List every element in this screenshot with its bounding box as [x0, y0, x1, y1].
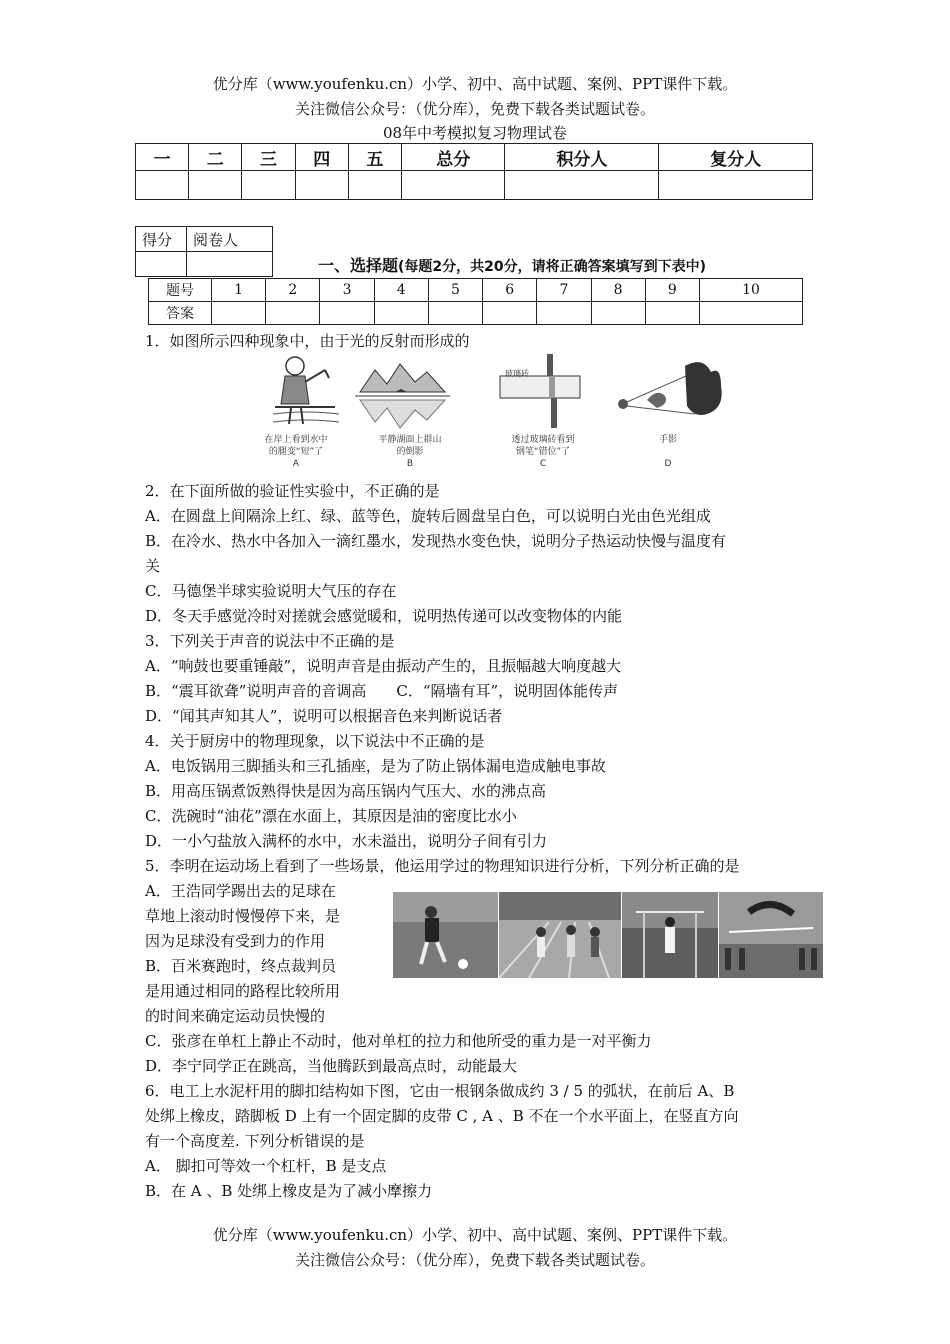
caption-c-letter: C — [539, 459, 547, 469]
photo-horizontal-bar — [622, 892, 718, 978]
answer-row-label: 答案 — [149, 302, 212, 325]
score-header: 五 — [348, 144, 401, 171]
answer-table — [148, 278, 803, 325]
answer-cell[interactable] — [699, 302, 802, 325]
score-cell[interactable] — [295, 171, 348, 200]
question-6-line1: 6．电工上水泥杆用的脚扣结构如下图，它由一根钢条做成约 3 / 5 的弧状，在前后 A、B — [145, 1082, 735, 1100]
option-5b-3: 的时间来确定运动员快慢的 — [145, 1007, 326, 1025]
option-4b: B．用高压锅煮饭熟得快是因为高压锅内气压大、水的沸点高 — [145, 782, 547, 800]
option-5b-1: B．百米赛跑时，终点裁判员 — [145, 957, 337, 975]
score-header: 复分人 — [659, 144, 813, 171]
score-header: 一 — [136, 144, 189, 171]
answer-cell[interactable] — [428, 302, 482, 325]
score-header: 积分人 — [505, 144, 659, 171]
figure-q1 — [255, 352, 735, 434]
caption-b-line1: 平静湖面上群山 — [378, 435, 442, 445]
score-cell[interactable] — [348, 171, 401, 200]
caption-c-line1: 透过玻璃砖看到 — [511, 435, 575, 445]
answer-cell[interactable] — [320, 302, 374, 325]
question-number: 6 — [483, 279, 537, 302]
question-number: 9 — [645, 279, 699, 302]
option-2d: D．冬天手感觉冷时对搓就会感觉暖和，说明热传递可以改变物体的内能 — [145, 607, 623, 625]
answer-cell[interactable] — [537, 302, 591, 325]
glass-block-label: 玻璃砖 — [505, 369, 529, 378]
score-header: 总分 — [402, 144, 505, 171]
footer-line-1: 优分库（www.youfenku.cn）小学、初中、高中试题、案例、PPT课件下载。 — [212, 1226, 738, 1244]
score-cell[interactable] — [136, 171, 189, 200]
caption-a-letter: A — [292, 459, 300, 469]
question-5: 5．李明在运动场上看到了一些场景，他运用学过的物理知识进行分析，下列分析正确的是 — [145, 857, 740, 875]
footer-line-2: 关注微信公众号：（优分库），免费下载各类试题试卷。 — [294, 1251, 655, 1269]
score-header: 三 — [242, 144, 295, 171]
option-5c: C．张彦在单杠上静止不动时，他对单杠的拉力和他所受的重力是一对平衡力 — [145, 1032, 652, 1050]
caption-c-line2: 钢笔“错位”了 — [515, 447, 571, 457]
question-6-line3: 有一个高度差. 下列分析错误的是 — [145, 1132, 365, 1150]
page-title: 08年中考模拟复习物理试卷 — [382, 124, 568, 142]
question-number: 8 — [591, 279, 645, 302]
question-1: 1．如图所示四种现象中，由于光的反射而形成的 — [145, 332, 470, 350]
section-1-title: 一、选择题 — [318, 256, 399, 275]
caption-a-line2: 的腿变“短”了 — [268, 447, 324, 457]
caption-b-letter: B — [406, 459, 414, 469]
answer-cell[interactable] — [266, 302, 320, 325]
question-number: 4 — [374, 279, 428, 302]
score-header: 二 — [189, 144, 242, 171]
question-4: 4．关于厨房中的物理现象，以下说法中不正确的是 — [145, 732, 485, 750]
score-table — [135, 143, 813, 200]
section-1-heading — [318, 253, 706, 276]
section-1-note: (每题2分，共20分，请将正确答案填写到下表中) — [398, 259, 707, 275]
answer-cell[interactable] — [645, 302, 699, 325]
score-cell[interactable] — [659, 171, 813, 200]
option-3a: A．“响鼓也要重锤敲”，说明声音是由振动产生的，且振幅越大响度越大 — [145, 657, 622, 675]
question-2: 2．在下面所做的验证性实验中，不正确的是 — [145, 482, 440, 500]
option-5d: D．李宁同学正在跳高，当他腾跃到最高点时，动能最大 — [145, 1057, 518, 1075]
figure-b-mountain-reflection — [355, 364, 450, 428]
answer-cell[interactable] — [591, 302, 645, 325]
caption-b-line2: 的倒影 — [396, 447, 424, 457]
question-number: 5 — [428, 279, 482, 302]
score-cell[interactable] — [402, 171, 505, 200]
answer-cell[interactable] — [483, 302, 537, 325]
question-6-line2: 处绑上橡皮，踏脚板 D 上有一个固定脚的皮带 C , A 、B 不在一个水平面上，在竖直方向 — [145, 1107, 739, 1125]
grader-box — [135, 226, 273, 277]
grader-input-cell[interactable] — [187, 252, 273, 277]
header-line-2: 关注微信公众号：（优分库），免费下载各类试题试卷。 — [294, 100, 655, 118]
caption-d-letter: D — [664, 459, 672, 469]
option-2b-cont: 关 — [145, 557, 161, 575]
option-2b: B．在冷水、热水中各加入一滴红墨水，发现热水变色快，说明分子热运动快慢与温度有 — [145, 532, 727, 550]
question-number: 7 — [537, 279, 591, 302]
answer-cell[interactable] — [212, 302, 266, 325]
score-header: 四 — [295, 144, 348, 171]
option-3d: D．“闻其声知其人”，说明可以根据音色来判断说话者 — [145, 707, 503, 725]
figure-a-leg-in-water — [273, 357, 339, 424]
option-6a: A． 脚扣可等效一个杠杆，B 是支点 — [145, 1157, 387, 1175]
question-number: 10 — [699, 279, 802, 302]
score-label: 得分 — [136, 227, 187, 252]
question-number: 2 — [266, 279, 320, 302]
score-cell[interactable] — [505, 171, 659, 200]
photo-soccer — [393, 892, 498, 978]
score-cell[interactable] — [189, 171, 242, 200]
question-number: 1 — [212, 279, 266, 302]
option-5a-3: 因为足球没有受到力的作用 — [145, 932, 326, 950]
figure-d-hand-shadow — [618, 362, 722, 415]
option-5b-2: 是用通过相同的路程比较所用 — [145, 982, 341, 1000]
header-line-1: 优分库（www.youfenku.cn）小学、初中、高中试题、案例、PPT课件下载。 — [212, 75, 738, 93]
question-number: 3 — [320, 279, 374, 302]
photo-high-jump — [719, 892, 823, 978]
figure-c-glass-block-pen — [500, 354, 580, 428]
score-input-cell[interactable] — [136, 252, 187, 277]
option-4c: C．洗碗时“油花”漂在水面上，其原因是油的密度比水小 — [145, 807, 517, 825]
option-2a: A．在圆盘上间隔涂上红、绿、蓝等色，旋转后圆盘呈白色，可以说明白光由色光组成 — [145, 507, 711, 525]
option-4a: A．电饭锅用三脚插头和三孔插座，是为了防止锅体漏电造成触电事故 — [145, 757, 606, 775]
caption-d-line1: 手影 — [658, 435, 677, 445]
answer-cell[interactable] — [374, 302, 428, 325]
score-cell[interactable] — [242, 171, 295, 200]
option-5a-2: 草地上滚动时慢慢停下来，是 — [145, 907, 341, 925]
answer-row-label: 题号 — [149, 279, 212, 302]
option-6b: B．在 A 、B 处绑上橡皮是为了减小摩擦力 — [145, 1182, 433, 1200]
option-3b-3c: B．“震耳欲聋”说明声音的音调高 C．“隔墙有耳”，说明固体能传声 — [145, 682, 619, 700]
photo-sprint — [499, 892, 621, 978]
option-5a-1: A．王浩同学踢出去的足球在 — [145, 882, 336, 900]
question-3: 3．下列关于声音的说法中不正确的是 — [145, 632, 395, 650]
caption-a-line1: 在岸上看到水中 — [264, 435, 328, 445]
option-2c: C．马德堡半球实验说明大气压的存在 — [145, 582, 397, 600]
option-4d: D．一小勺盐放入满杯的水中，水未溢出，说明分子间有引力 — [145, 832, 548, 850]
grader-label: 阅卷人 — [187, 227, 273, 252]
